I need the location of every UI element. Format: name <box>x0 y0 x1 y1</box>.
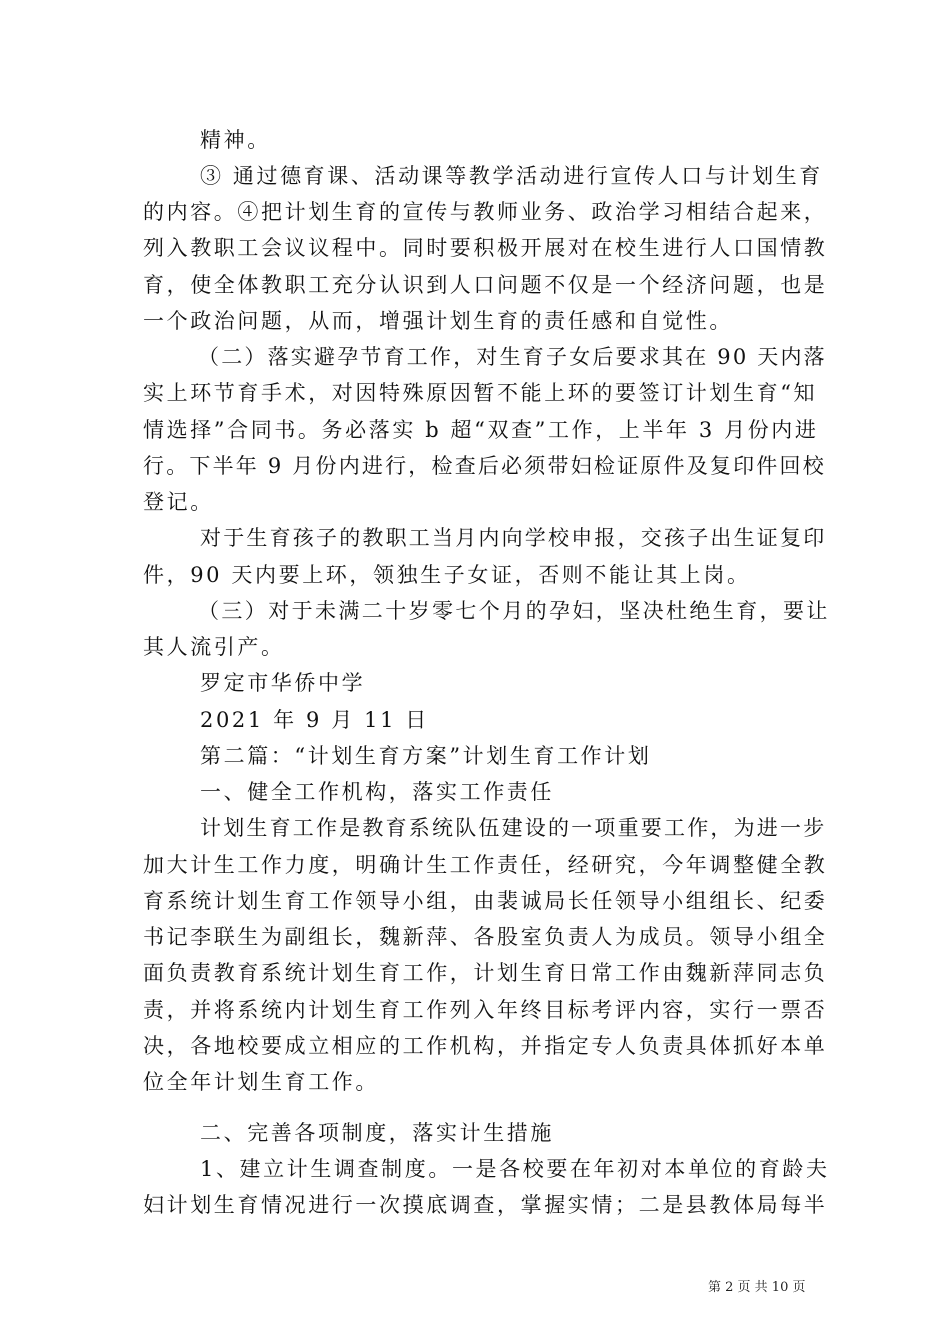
page-number: 第 2 页 共 10 页 <box>708 1280 806 1295</box>
text-line: （二）落实避孕节育工作，对生育子女后要求其在 90 天内落 <box>198 345 827 369</box>
text-line: 情选择”合同书。务必落实 b 超“双查”工作，上半年 3 月份内进 <box>143 418 819 442</box>
text-line: 2021 年 9 月 11 日 <box>200 708 429 732</box>
text-line: 书记李联生为副组长，魏新萍、各股室负责人为成员。领导小组全 <box>143 925 828 949</box>
text-line: 二、完善各项制度，落实计生措施 <box>200 1121 554 1145</box>
text-line: （三）对于未满二十岁零七个月的孕妇，坚决杜绝生育，要让 <box>198 599 830 623</box>
text-line: 1、建立计生调查制度。一是各校要在年初对本单位的育龄夫 <box>200 1157 830 1181</box>
text-line: 责，并将系统内计划生育工作列入年终目标考评内容，实行一票否 <box>143 998 828 1022</box>
text-line: 加大计生工作力度，明确计生工作责任，经研究，今年调整健全教 <box>143 853 828 877</box>
text-line: 行。下半年 9 月份内进行，检查后必须带妇检证原件及复印件回校 <box>143 454 826 478</box>
text-line: 对于生育孩子的教职工当月内向学校申报，交孩子出生证复印 <box>200 526 827 550</box>
text-line: 罗定市华侨中学 <box>200 671 366 695</box>
text-line: 位全年计划生育工作。 <box>143 1070 379 1094</box>
text-line: 一、健全工作机构，落实工作责任 <box>200 780 554 804</box>
text-line: 育，使全体教职工充分认识到人口问题不仅是一个经济问题，也是 <box>143 273 828 297</box>
text-line: 登记。 <box>143 490 214 514</box>
text-line: 实上环节育手术，对因特殊原因暂不能上环的要签订计划生育“知 <box>143 381 818 405</box>
text-line: 育系统计划生育工作领导小组，由裴诚局长任领导小组组长、纪委 <box>143 889 828 913</box>
text-line: ③ 通过德育课、活动课等教学活动进行宣传人口与计划生育 <box>200 164 823 188</box>
text-line: 精神。 <box>200 128 271 152</box>
text-line: 面负责教育系统计划生育工作，计划生育日常工作由魏新萍同志负 <box>143 961 828 985</box>
text-line: 其人流引产。 <box>143 635 285 659</box>
text-line: 件，90 天内要上环，领独生子女证，否则不能让其上岗。 <box>143 563 751 587</box>
section-title: 第二篇：“计划生育方案”计划生育工作计划 <box>200 744 652 768</box>
text-line: 决，各地校要成立相应的工作机构，并指定专人负责具体抓好本单 <box>143 1034 828 1058</box>
text-line: 一个政治问题，从而，增强计划生育的责任感和自觉性。 <box>143 309 733 333</box>
text-line: 列入教职工会议议程中。同时要积极开展对在校生进行人口国情教 <box>143 236 828 260</box>
text-line: 的内容。④把计划生育的宣传与教师业务、政治学习相结合起来， <box>143 200 828 224</box>
text-line: 妇计划生育情况进行一次摸底调查，掌握实情；二是县教体局每半 <box>143 1193 828 1217</box>
text-line: 计划生育工作是教育系统队伍建设的一项重要工作，为进一步 <box>200 816 827 840</box>
